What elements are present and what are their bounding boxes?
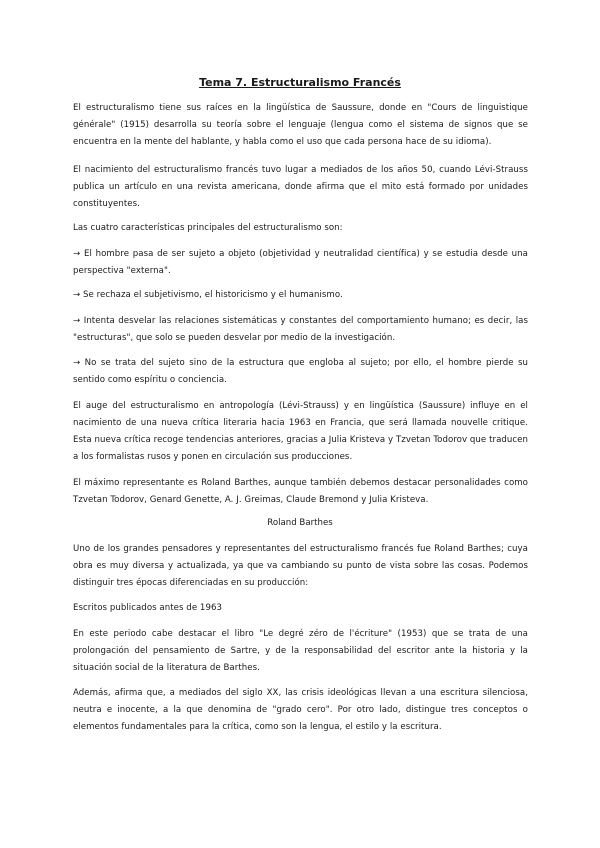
paragraph-representantes: El máximo representante es Roland Barthes, aunque también debemos destacar personalidades como Tzvetan Todorov, Genard Genette, A. J. Greimas, Claude Bremond y Julia Kristeva. (73, 478, 528, 505)
subheading-escritos-1963: Escritos publicados antes de 1963 (73, 603, 223, 613)
paragraph-saussure: El estructuralismo tiene sus raíces en la lingüística de Saussure, donde en "Cours de linguistique générale" (1915) desarrolla su teoría sobre el lenguaje (lengua como el sistema de signos que se encuentra en la mente del hablante, y habla como el uso que cada persona hace de su idioma). (73, 103, 528, 147)
paragraph-caracteristicas-intro: Las cuatro características principales del estructuralismo son: (73, 223, 343, 233)
paragraph-auge: El auge del estructuralismo en antropología (Lévi-Strauss) y en lingüística (Saussure) influye en el nacimiento de una nueva crítica literaria hacia 1963 en Francia, que será llamada nouvelle critique. Esta nueva crítica recoge tendencias anteriores, gracias a Julia Kristeva y Tzvetan Todorov que traducen a los formalistas rusos y ponen en circulación sus producciones. (73, 401, 528, 462)
list-item-caracteristica-3: → Intenta desvelar las relaciones sistemáticas y constantes del comportamiento humano; es decir, las "estructuras", que solo se pueden desvelar por medio de la investigación. (73, 316, 528, 343)
page-title: Tema 7. Estructuralismo Francés (199, 76, 401, 89)
paragraph-nacimiento: El nacimiento del estructuralismo francés tuvo lugar a mediados de los años 50, cuando Lévi-Strauss publica un artículo en una revista americana, donde afirma que el mito está formado por unidades constituyentes. (73, 165, 528, 209)
list-item-caracteristica-4: → No se trata del sujeto sino de la estructura que engloba al sujeto; por ello, el hombre pierde su sentido como espíritu o conciencia. (73, 358, 528, 385)
paragraph-barthes-intro: Uno de los grandes pensadores y representantes del estructuralismo francés fue Roland Barthes; cuya obra es muy diversa y actualizada, ya que va cambiando su punto de vista sobre las cosas. Podemos distinguir tres épocas diferenciadas en su producción: (73, 544, 528, 588)
paragraph-degre-zero: En este periodo cabe destacar el libro "Le degré zéro de l'écriture" (1953) que se trata de una prolongación del pensamiento de Sartre, y de la responsabilidad del escritor ante la historia y la situación social de la literatura de Barthes. (73, 629, 528, 673)
list-item-caracteristica-2: → Se rechaza el subjetivismo, el historicismo y el humanismo. (73, 290, 343, 300)
list-item-caracteristica-1: → El hombre pasa de ser sujeto a objeto (objetividad y neutralidad científica) y se estudia desde una perspectiva "externa". (73, 249, 528, 276)
section-heading-roland-barthes: Roland Barthes (267, 518, 333, 528)
paragraph-grado-cero: Además, afirma que, a mediados del siglo XX, las crisis ideológicas llevan a una escritura silenciosa, neutra e inocente, a la que denomina de "grado cero". Por otro lado, distingue tres conceptos o elementos fundamentales para la crítica, como son la lengua, el estilo y la escritura. (73, 688, 528, 732)
